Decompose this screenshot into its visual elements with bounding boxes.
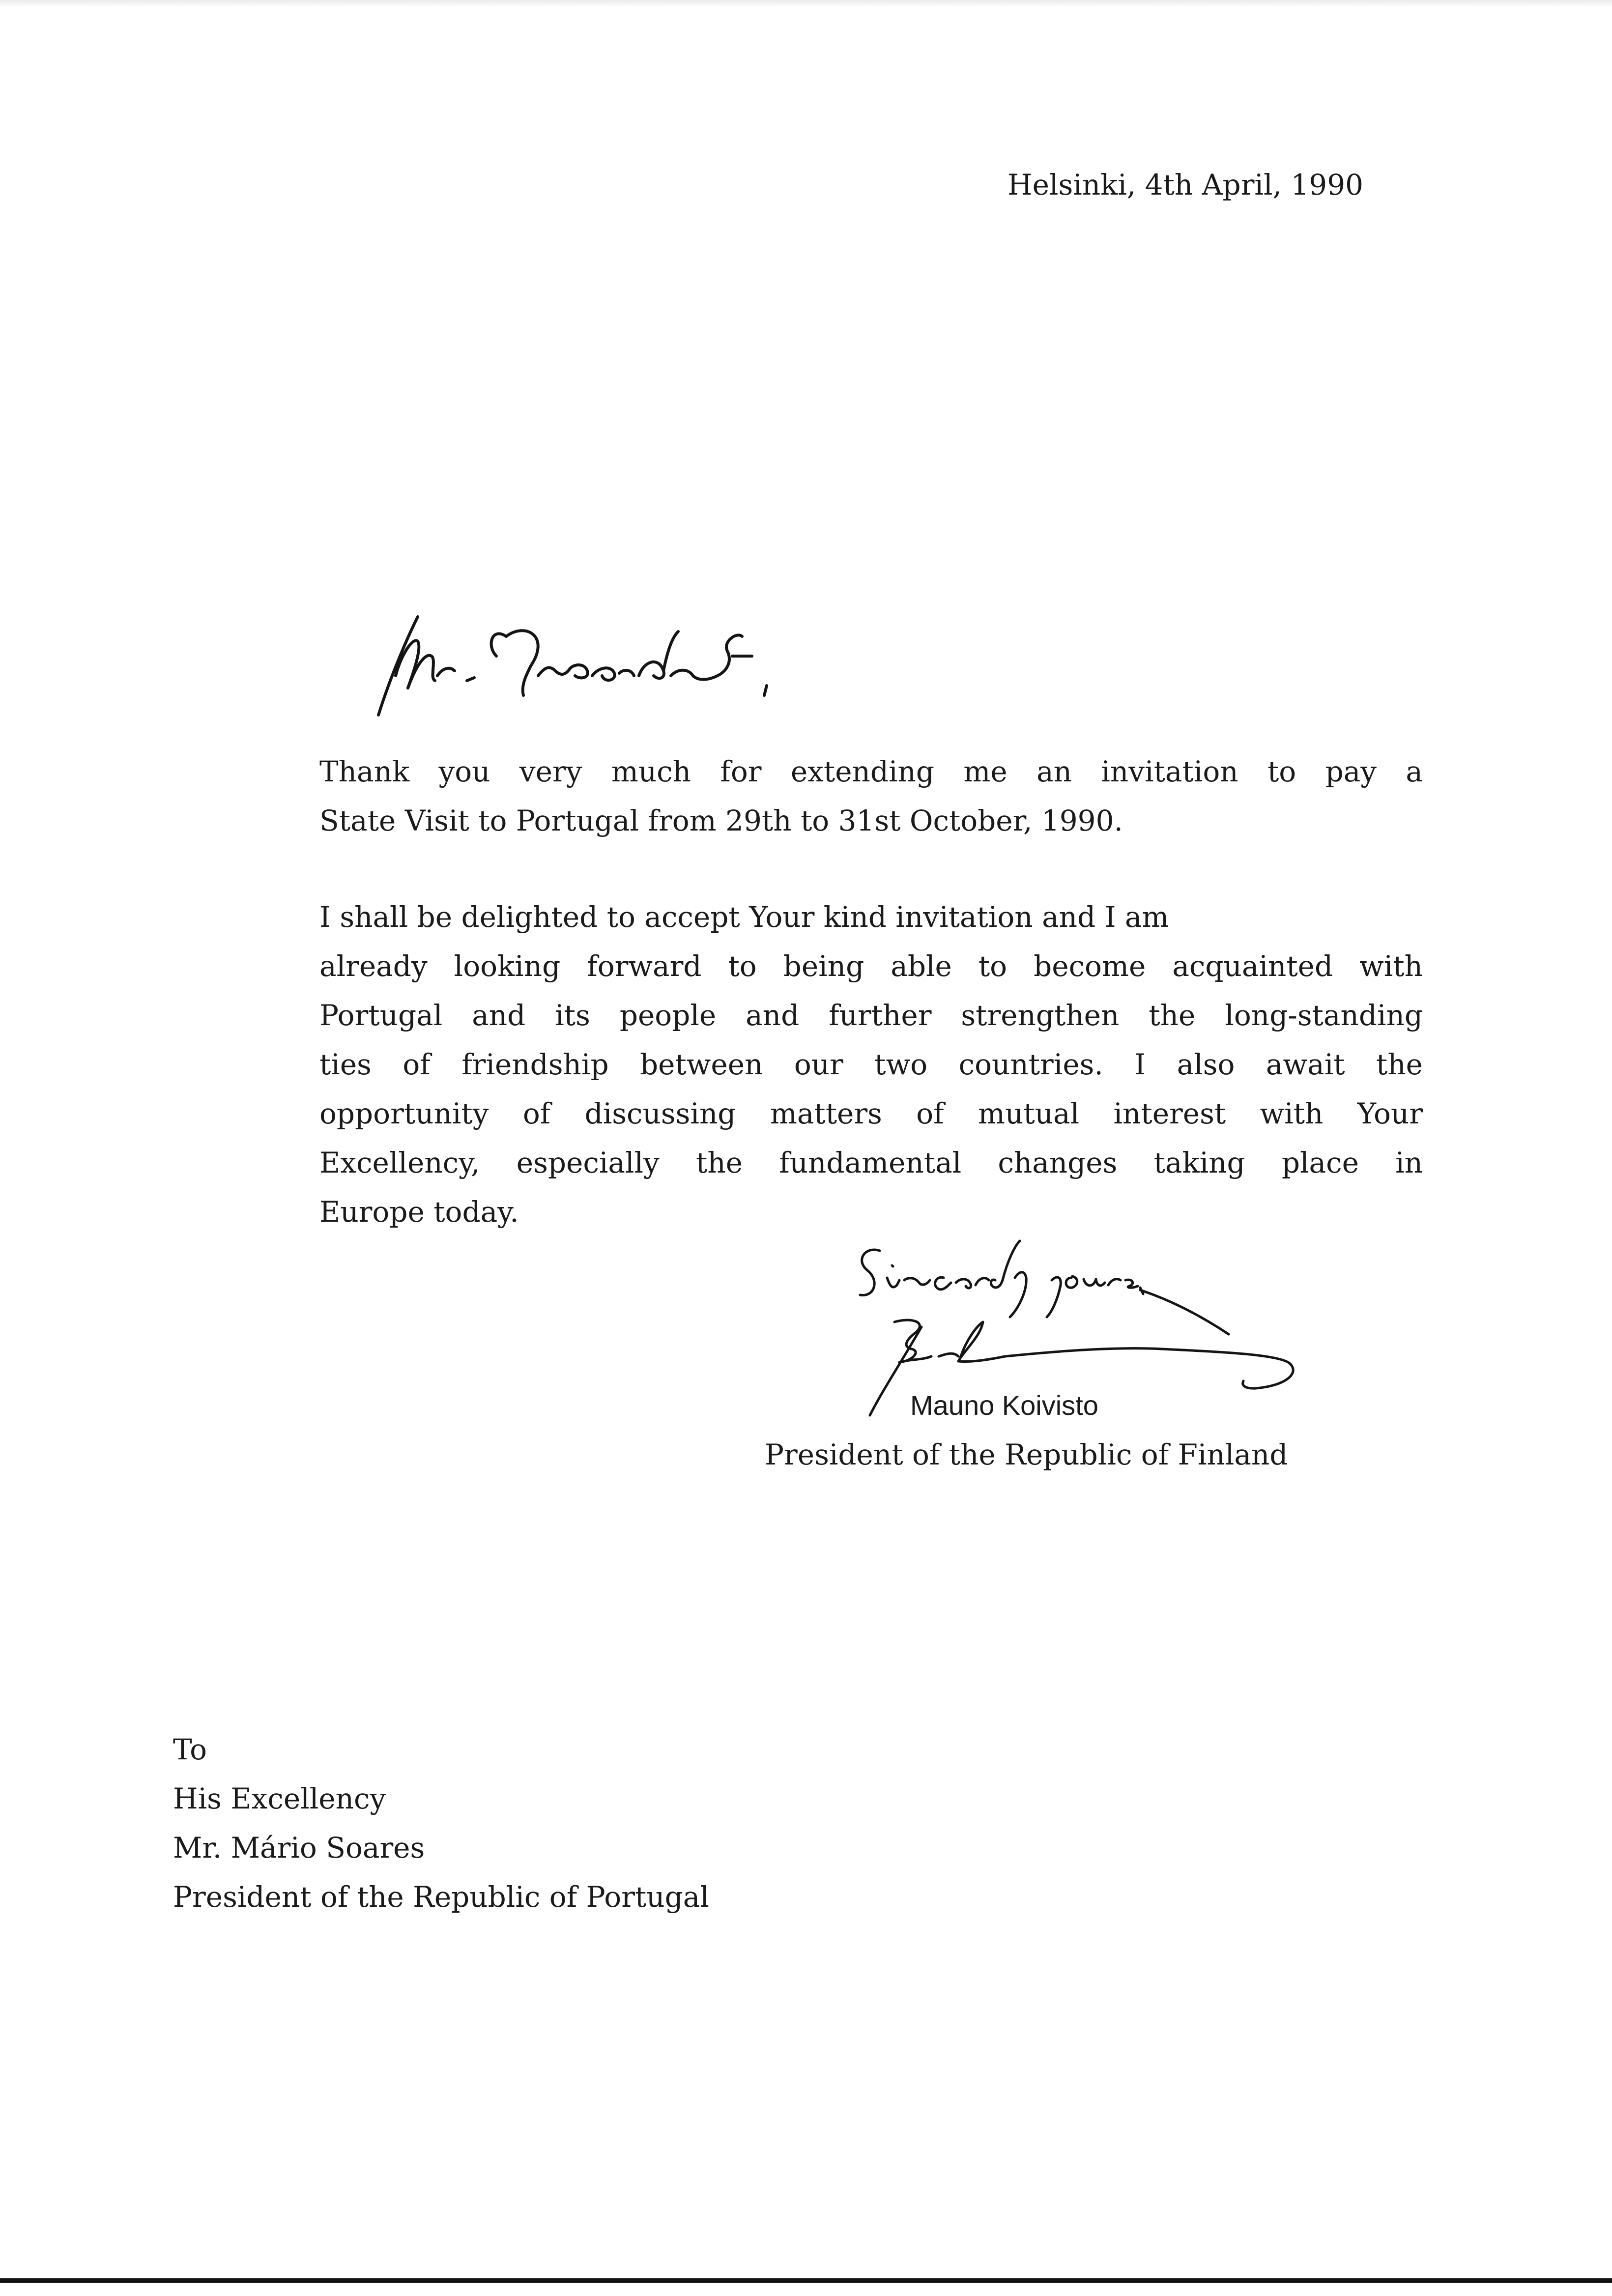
paragraph-2-line: ties of friendship between our two countries. I also await the [319,1048,1423,1081]
signer-title: President of the Republic of Finland [765,1438,1288,1471]
paragraph-2-line: Portugal and its people and further strengthen the long-standing [319,999,1423,1032]
paragraph-2-line: Excellency, especially the fundamental changes taking place in [319,1146,1423,1179]
addressee-line: Mr. Mário Soares [173,1831,425,1865]
addressee-line: To [173,1733,207,1766]
paragraph-2-line: opportunity of discussing matters of mutual interest with Your [319,1097,1423,1130]
bottom-rule [0,2278,1612,2283]
addressee-line: President of the Republic of Portugal [173,1880,709,1914]
paragraph-2-line: already looking forward to being able to become acquainted with [319,949,1423,983]
paragraph-2 [319,892,1423,1236]
paragraph-1-line: Thank you very much for extending me an invitation to pay a [319,755,1423,788]
addressee-block [173,1725,709,1922]
date-line: Helsinki, 4th April, 1990 [1007,168,1363,201]
signer-name: Mauno Koivisto [910,1390,1098,1421]
paragraph-1 [319,747,1423,845]
scan-top-edge [0,0,1612,7]
paragraph-2-line: I shall be delighted to accept Your kind invitation and I am [319,900,1169,934]
handwritten-salutation [344,602,786,730]
addressee-line: His Excellency [173,1782,386,1815]
paragraph-2-line: Europe today. [319,1195,519,1229]
paragraph-1-line: State Visit to Portugal from 29th to 31st October, 1990. [319,804,1123,837]
